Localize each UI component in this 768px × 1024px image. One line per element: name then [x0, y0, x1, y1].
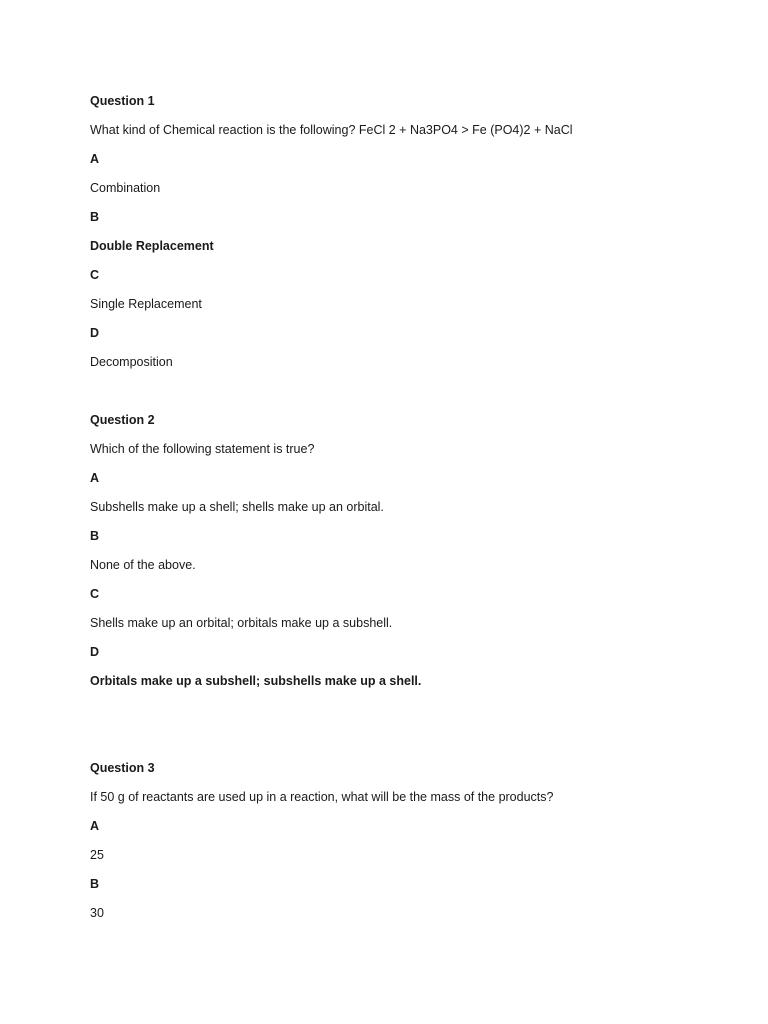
option-text: 25	[90, 848, 104, 862]
option-text: Orbitals make up a subshell; subshells make up a shell.	[90, 674, 422, 688]
question-prompt: If 50 g of reactants are used up in a reaction, what will be the mass of the products?	[90, 790, 554, 804]
question-prompt: Which of the following statement is true?	[90, 442, 315, 456]
option-letter: D	[90, 326, 100, 340]
option-letter: D	[90, 645, 100, 659]
option-text: 30	[90, 906, 104, 920]
option-text: None of the above.	[90, 558, 196, 572]
question-heading: Question 1	[90, 94, 155, 108]
option-text: Shells make up an orbital; orbitals make up a subshell.	[90, 616, 393, 630]
question-prompt: What kind of Chemical reaction is the following? FeCl 2 + Na3PO4 > Fe (PO4)2 + NaCl	[90, 123, 573, 137]
question-3	[90, 760, 730, 921]
option-letter: A	[90, 152, 100, 166]
spacer	[90, 702, 730, 760]
option-text: Subshells make up a shell; shells make up an orbital.	[90, 500, 384, 514]
spacer	[90, 383, 730, 412]
option-letter: B	[90, 210, 100, 224]
option-text: Combination	[90, 181, 161, 195]
option-letter: B	[90, 877, 100, 891]
option-letter: C	[90, 587, 100, 601]
question-2	[90, 412, 730, 689]
option-letter: A	[90, 819, 100, 833]
option-text: Decomposition	[90, 355, 173, 369]
option-letter: C	[90, 268, 100, 282]
question-1	[90, 93, 730, 370]
quiz-document	[90, 93, 730, 934]
question-heading: Question 3	[90, 761, 155, 775]
option-letter: B	[90, 529, 100, 543]
option-letter: A	[90, 471, 100, 485]
option-text: Double Replacement	[90, 239, 214, 253]
option-text: Single Replacement	[90, 297, 202, 311]
question-heading: Question 2	[90, 413, 155, 427]
